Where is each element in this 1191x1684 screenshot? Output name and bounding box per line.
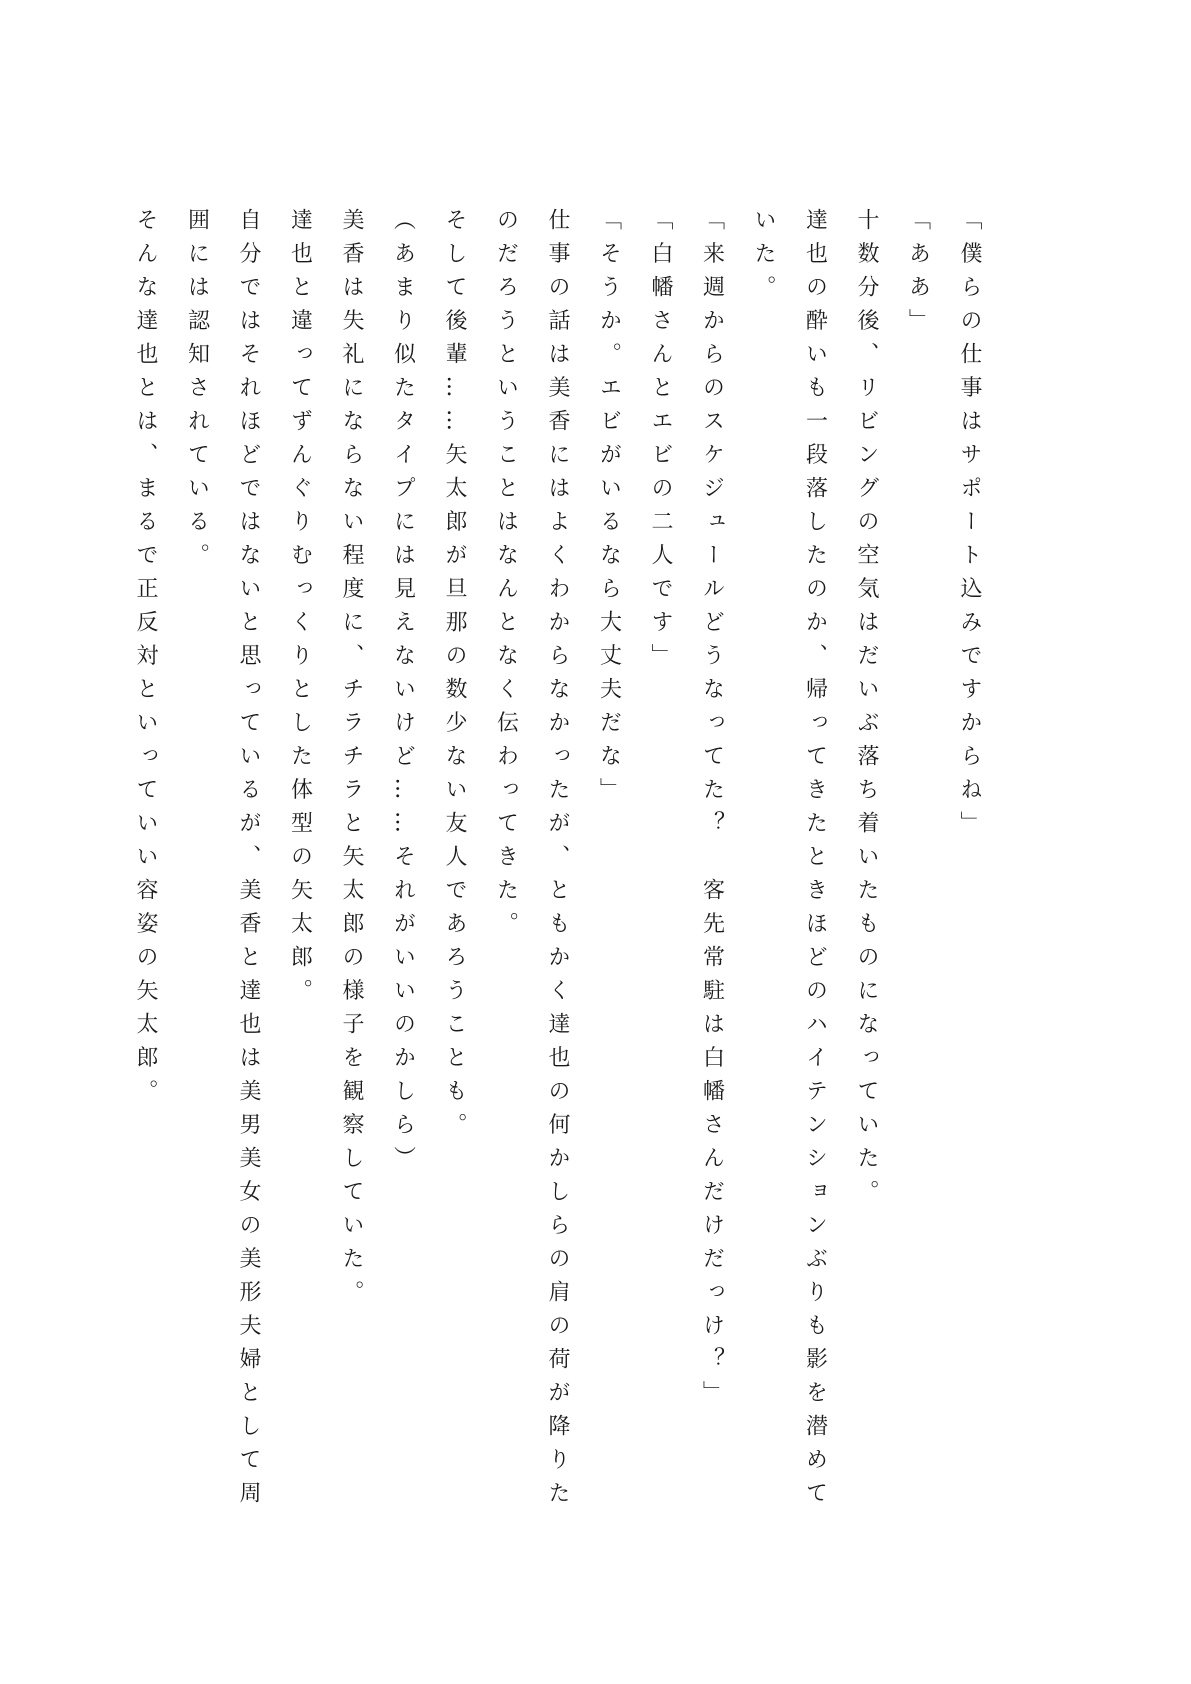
paragraph-2: 「ああ」: [905, 208, 931, 342]
paragraph-14: そんな達也とは、まるで正反対といっていい容姿の矢太郎。: [133, 208, 158, 1113]
paragraph-4: 達也の酔いも一段落したのか、帰ってきたときほどのハイテンションぶりも影を潜めていた。: [751, 208, 828, 1515]
paragraph-10: （あまり似たタイプには見えないけど……それがいいのかしら）: [390, 208, 416, 1180]
paragraph-11: 美香は失礼にならない程度に、チラチラと矢太郎の様子を観察していた。: [339, 208, 364, 1314]
paragraph-3: 十数分後、リビングの空気はだいぶ落ち着いたものになっていた。: [854, 208, 879, 1213]
paragraph-13: 自分ではそれほどではないと思っているが、美香と達也は美男美女の美形夫婦として周囲には認知されている。: [184, 208, 261, 1515]
paragraph-6: 「白幡さんとエビの二人です」: [648, 208, 673, 677]
paragraph-12: 達也と違ってずんぐりむっくりとした体型の矢太郎。: [287, 208, 313, 1012]
paragraph-5: 「来週からのスケジュールどうなってた？ 客先常駐は白幡さんだけだっけ？」: [699, 208, 725, 1414]
vertical-text-body: [120, 208, 996, 1528]
paragraph-8: 仕事の話は美香にはよくわからなかったが、ともかく達也の何かしらの肩の荷が降りたのだろうということはなんとなく伝わってきた。: [493, 208, 570, 1515]
paragraph-7: 「そうか。エビがいるなら大丈夫だな」: [596, 208, 622, 811]
paragraph-1: 「僕らの仕事はサポート込みですからね」: [957, 208, 982, 845]
paragraph-9: そして後輩……矢太郎が旦那の数少ない友人であろうことも。: [442, 208, 467, 1146]
